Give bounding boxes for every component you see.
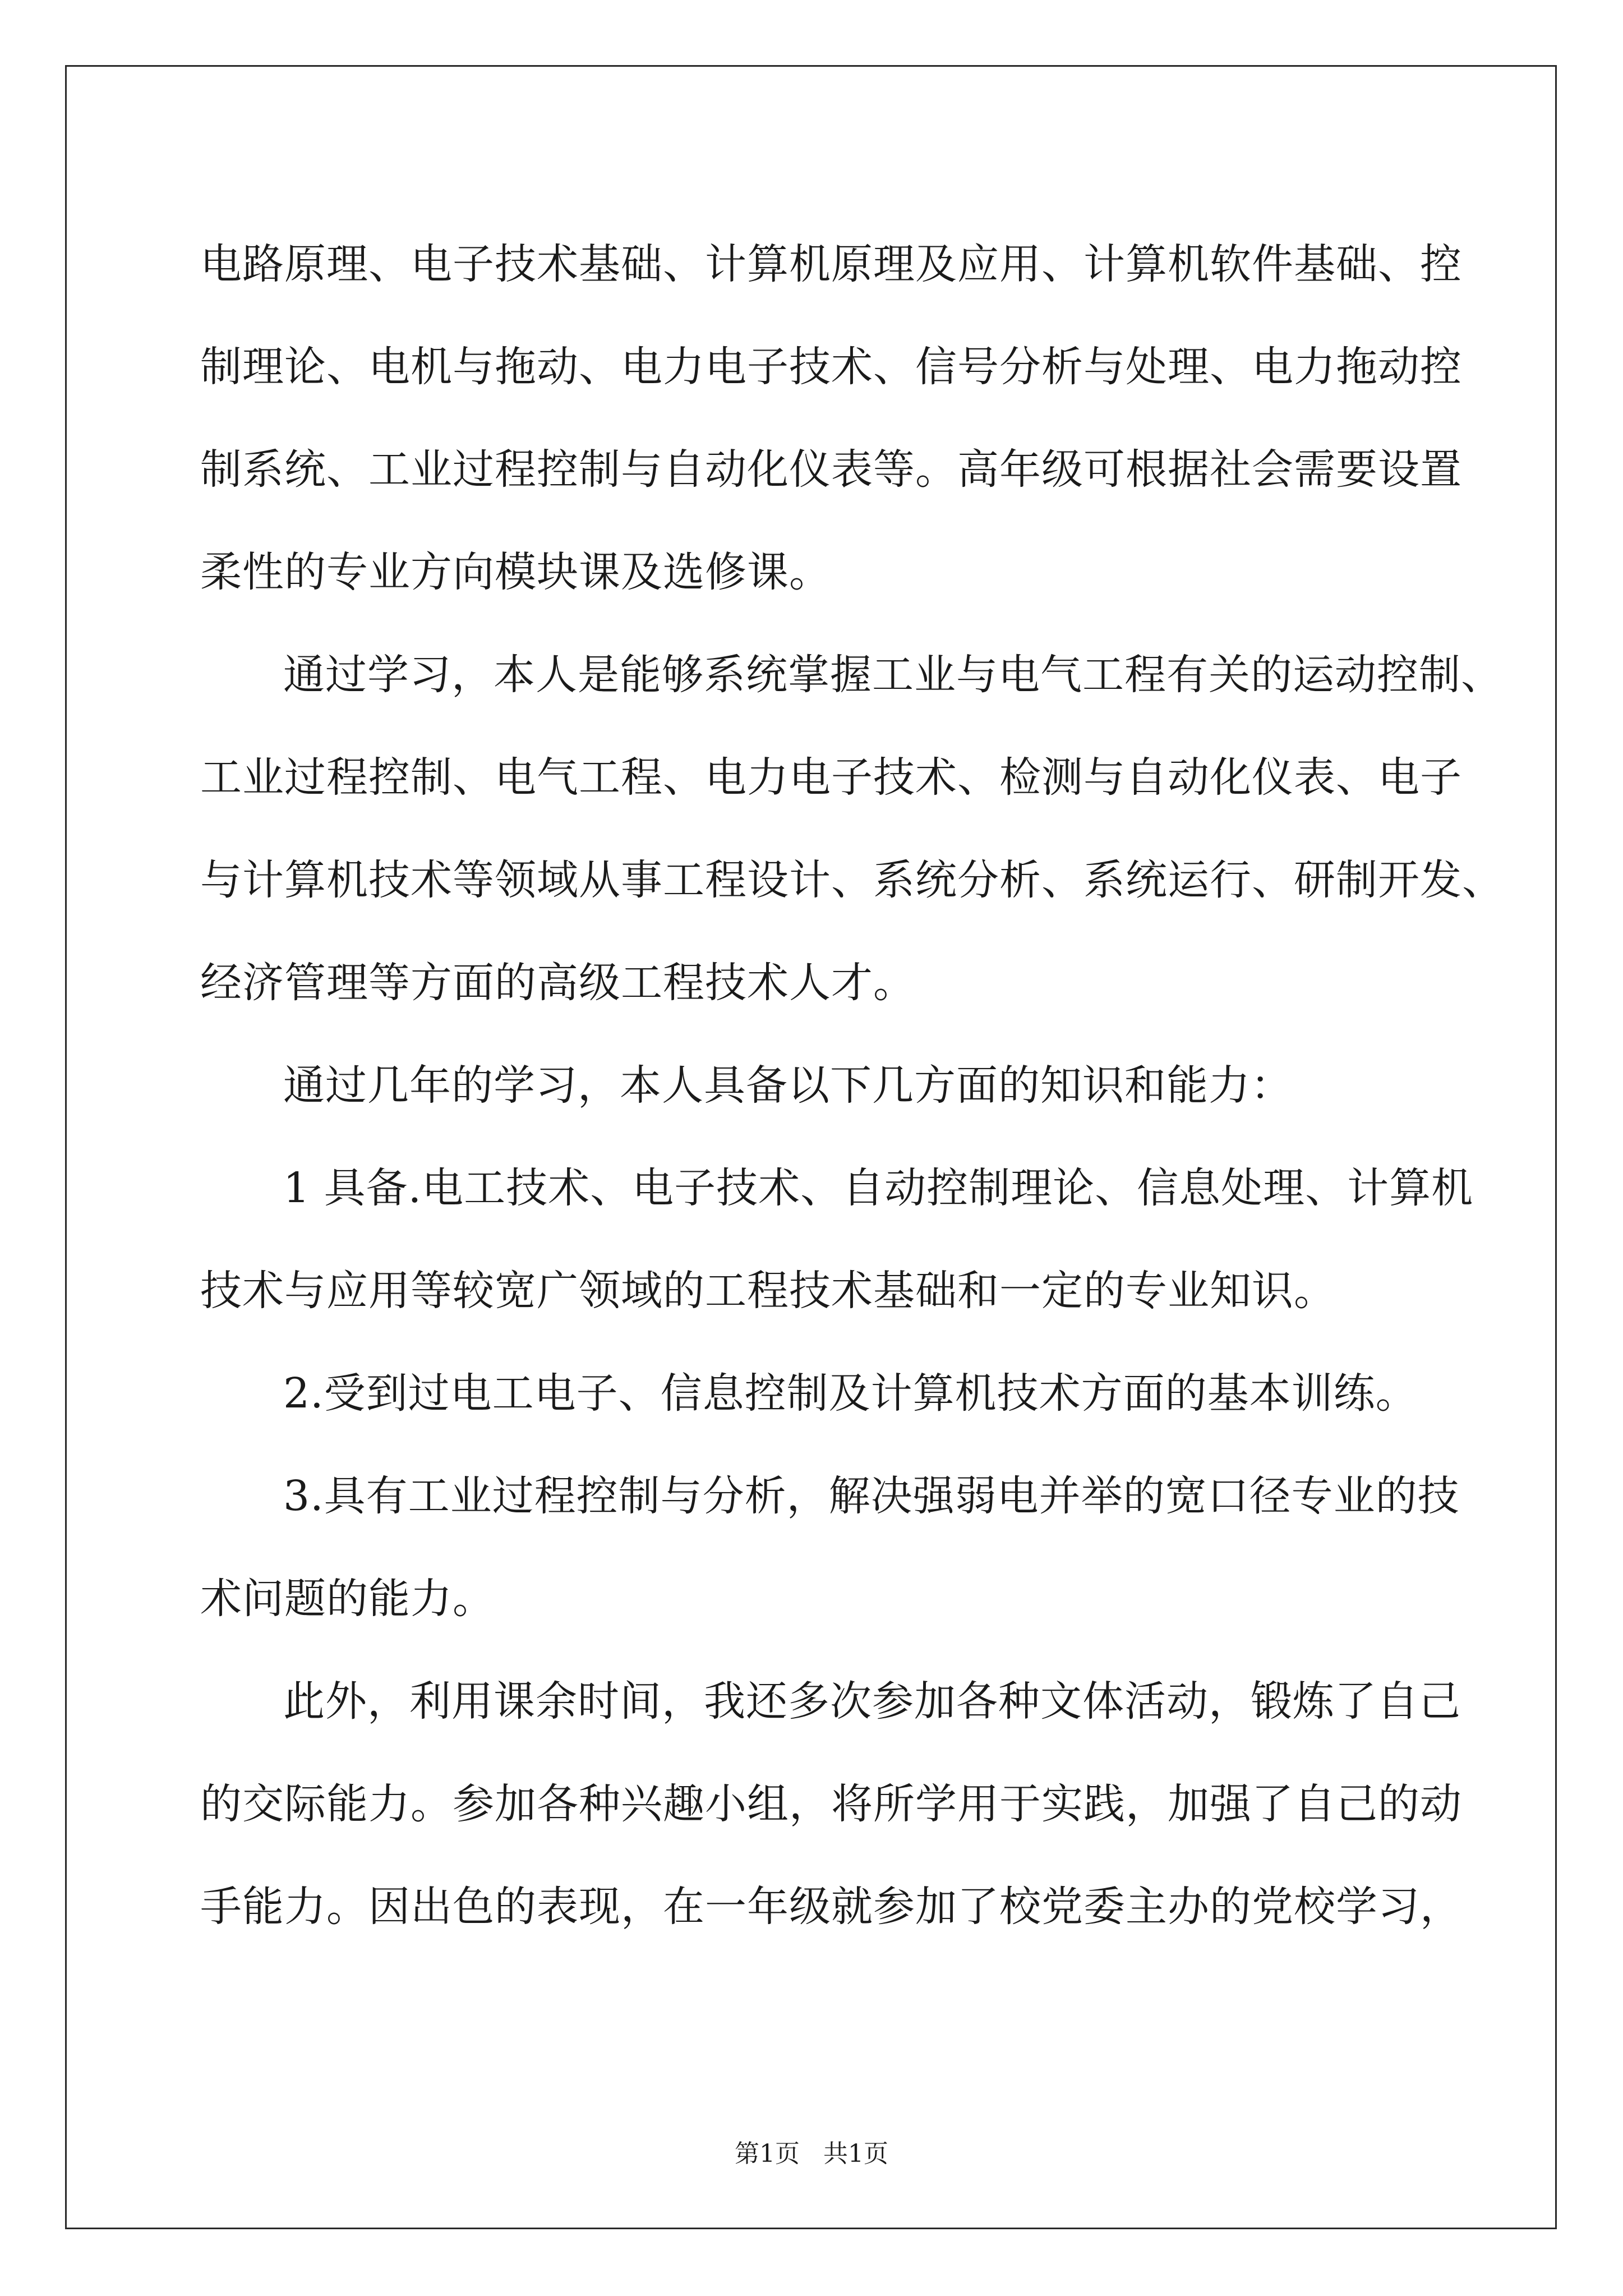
text-line: 经济管理等方面的高级工程技术人才。: [200, 959, 915, 1007]
text-line: 制理论、电机与拖动、电力电子技术、信号分析与处理、电力拖动控: [200, 343, 1462, 391]
list-item-3-line: 3.具有工业过程控制与分析，解决强弱电并举的宽口径专业的技: [283, 1472, 1460, 1520]
text-line: 柔性的专业方向模块课及选修课。: [200, 548, 831, 596]
text-line: 制系统、工业过程控制与自动化仪表等。高年级可根据社会需要设置: [200, 445, 1462, 494]
text-line: 与计算机技术等领域从事工程设计、系统分析、系统运行、研制开发、: [200, 856, 1504, 904]
page-number-footer: 第1页 共1页: [735, 2139, 888, 2168]
paragraph-start-line: 通过几年的学习，本人具备以下几方面的知识和能力：: [283, 1061, 1293, 1110]
list-item-2-line: 2.受到过电工电子、信息控制及计算机技术方面的基本训练。: [283, 1369, 1418, 1418]
text-line: 的交际能力。参加各种兴趣小组，将所学用于实践，加强了自己的动: [200, 1780, 1462, 1828]
text-line: 电路原理、电子技术基础、计算机原理及应用、计算机软件基础、控: [200, 240, 1462, 288]
text-line: 工业过程控制、电气工程、电力电子技术、检测与自动化仪表、电子: [200, 753, 1462, 802]
list-item-1-line: 1 具备.电工技术、电子技术、自动控制理论、信息处理、计算机: [283, 1164, 1474, 1212]
text-line: 术问题的能力。: [200, 1575, 495, 1623]
paragraph-start-line: 通过学习，本人是能够系统掌握工业与电气工程有关的运动控制、: [283, 651, 1503, 699]
text-line: 技术与应用等较宽广领域的工程技术基础和一定的专业知识。: [200, 1267, 1336, 1315]
paragraph-start-line: 此外，利用课余时间，我还多次参加各种文体活动，锻炼了自己: [283, 1677, 1461, 1726]
text-line: 手能力。因出色的表现，在一年级就参加了校党委主办的党校学习，: [200, 1883, 1462, 1931]
document-body: [200, 213, 1504, 1958]
